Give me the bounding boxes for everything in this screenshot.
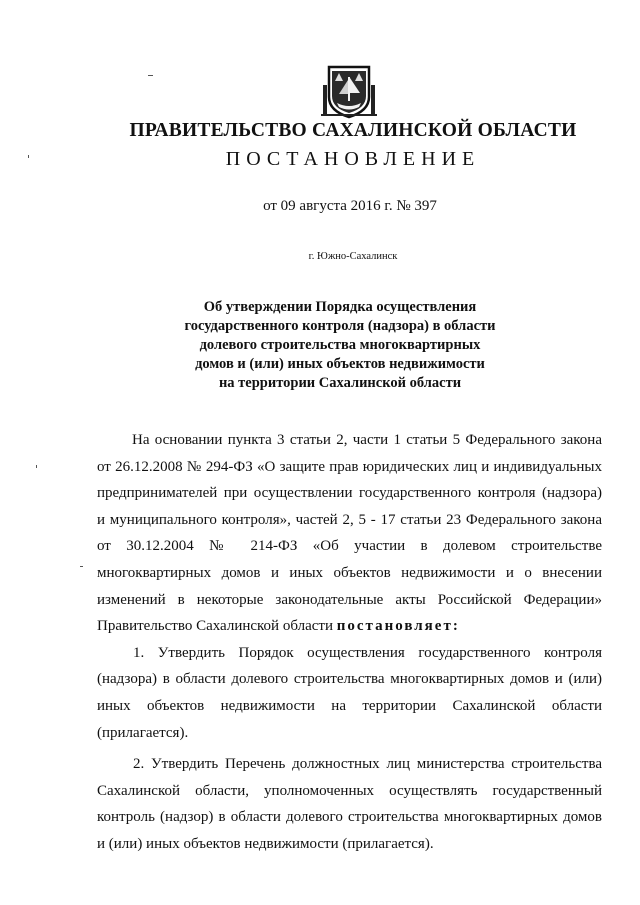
scan-mark (80, 566, 83, 567)
preamble-line: изменений в некоторые законодательные акты Российской Федерации» (97, 591, 602, 608)
item-2-line: Сахалинской области, уполномоченных осуществлять государственный (97, 782, 602, 799)
item-1-line: иных объектов недвижимости на территории Сахалинской области (97, 697, 602, 714)
resolves-prefix: Правительство Сахалинской области (97, 618, 337, 635)
document-type: ПОСТАНОВЛЕНИЕ (225, 148, 481, 170)
subject-line: Об утверждении Порядка осуществления (203, 299, 477, 315)
document-date-number: от 09 августа 2016 г. № 397 (263, 198, 437, 214)
preamble-line: многоквартирных домов и иных объектов недвижимости и о внесении (97, 564, 602, 581)
preamble-line: На основании пункта 3 статьи 2, части 1 статьи 5 Федерального закона (132, 432, 602, 448)
scan-mark (36, 465, 37, 468)
document-city: г. Южно-Сахалинск (308, 251, 398, 262)
subject-line: долевого строительства многоквартирных (199, 337, 481, 353)
document-subject (160, 298, 520, 393)
preamble-line: и муниципального контроля», частей 2, 5 - 17 статьи 23 Федерального закона (97, 511, 602, 528)
item-1-line: 1. Утвердить Порядок осуществления государственного контроля (133, 644, 602, 661)
preamble-line: от 26.12.2008 № 294-ФЗ «О защите прав юридических лиц и индивидуальных (97, 458, 602, 475)
resolves-line (97, 613, 602, 640)
subject-line: на территории Сахалинской области (218, 375, 462, 391)
item-1-line: (надзора) в области долевого строительства многоквартирных домов и (или) (97, 671, 602, 688)
document-body (97, 427, 602, 858)
subject-line: государственного контроля (надзора) в области (184, 318, 496, 334)
item-2-line: 2. Утвердить Перечень должностных лиц министерства строительства (133, 756, 602, 773)
preamble-line: предпринимателей при осуществлении государственного контроля (надзора) (97, 485, 602, 502)
coat-of-arms-icon (321, 63, 377, 119)
subject-line: домов и (или) иных объектов недвижимости (195, 356, 485, 372)
preamble-line: от 30.12.2004 № 214-ФЗ «Об участии в долевом строительстве (97, 538, 602, 555)
scan-mark (148, 75, 153, 76)
scan-mark (28, 155, 29, 158)
government-title: ПРАВИТЕЛЬСТВО САХАЛИНСКОЙ ОБЛАСТИ (129, 120, 577, 141)
item-1-line: (прилагается). (97, 724, 189, 741)
resolves-word: постановляет: (336, 618, 460, 635)
item-2-line: контроль (надзор) в области долевого строительства многоквартирных домов (97, 809, 602, 826)
item-2-line: и (или) иных объектов недвижимости (прилагается). (97, 835, 434, 852)
